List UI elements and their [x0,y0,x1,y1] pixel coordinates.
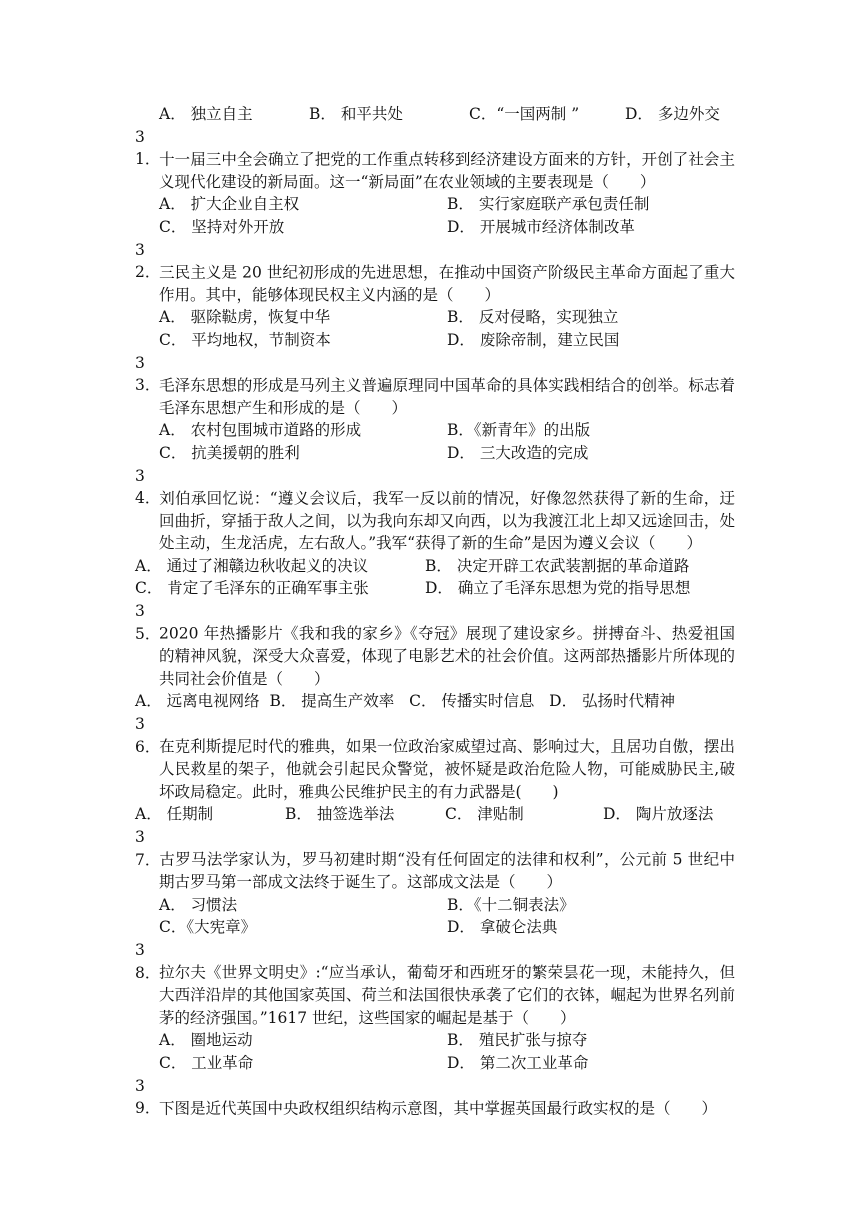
question-number: 33． [135,353,161,395]
option-d[interactable]: D． 拿破仑法典 [447,918,558,937]
option-b[interactable]: B． 决定开辟工农武装割据的革命道路 [425,556,690,575]
question-30 [135,103,735,126]
option-b[interactable]: B． 抽签选举法 [285,805,395,824]
option-a[interactable]: A． 圈地运动 [159,1031,253,1050]
option-a[interactable]: A． 通过了湘赣边秋收起义的决议 [135,556,369,575]
question-36 [135,713,735,826]
option-c[interactable]: C． 工业革命 [159,1053,254,1072]
option-b[interactable]: B．《十二铜表法》 [447,895,575,914]
question-number: 32． [135,240,161,282]
question-31 [135,126,735,239]
option-d[interactable]: D． 多边外交 [625,105,720,123]
question-stem [135,826,735,894]
question-stem [135,465,735,555]
option-a[interactable]: A． 习惯法 [159,895,238,914]
question-stem [135,939,735,1029]
question-stem [135,126,735,194]
options-row [135,193,735,216]
option-b[interactable]: B． 实行家庭联产承包责任制 [447,195,650,214]
question-number: 36． [135,715,161,756]
options-row [135,555,735,578]
options-row [135,1052,735,1075]
option-b[interactable]: B． 和平共处 [309,105,403,123]
question-stem [135,713,735,803]
option-a[interactable]: A． 任期制 [135,805,214,824]
question-text: 在克利斯提尼时代的雅典，如果一位政治家威望过高、影响过大，且居功自傲，摆出人民救星的架子，他就会引起民众警觉，被怀疑是政治危险人物，可能威胁民主,破坏政局稳定。此时，雅典公民维护民主的有力武器是( ) [159,737,735,801]
question-stem [135,1075,735,1120]
option-c[interactable]: C．《大宪章》 [159,918,257,937]
option-d[interactable]: D． 废除帝制，建立民国 [447,330,620,349]
options-row [135,306,735,329]
option-c[interactable]: C．“一国两制 ” [469,105,580,123]
option-c[interactable]: C． 坚持对外开放 [159,217,285,236]
question-text: 刘伯承回忆说：“遵义会议后，我军一反以前的情况，好像忽然获得了新的生命，迂回曲折，穿插于敌人之间，以为我向东却又向西，以为我渡江北上却又远途回击，处处主动，生龙活虎，左右敌人。”我军“获得了新的生命”是因为遵义会议（ ） [159,489,735,553]
question-text: 古罗马法学家认为，罗马初建时期“没有任何固定的法律和权利”，公元前 5 世纪中期古罗马第一部成文法终于诞生了。这部成文法是（ ） [159,850,735,892]
options-row [135,442,735,465]
question-number: 39． [135,1076,161,1118]
option-b[interactable]: B．《新青年》的出版 [447,421,591,440]
question-text: 下图是近代英国中央政权组织结构示意图，其中掌握英国最行政实权的是（ ） [159,1099,718,1118]
question-text: 2020 年热播影片《我和我的家乡》《夺冠》展现了建设家乡。拼搏奋斗、热爱祖国的精神风貌，深受大众喜爱，体现了电影艺术的社会价值。这两部热播影片所体现的共同社会价值是（ ） [159,624,735,688]
option-a[interactable]: A． 驱除鞑虏，恢复中华 [159,308,331,327]
options-row [135,577,735,600]
options-row [135,329,735,352]
option-a[interactable]: A． 远离电视网络 [135,692,260,711]
options-row [135,916,735,939]
question-list [135,103,735,1120]
question-37 [135,826,735,939]
options-row [135,690,735,713]
question-text: 拉尔夫《世界文明史》:“应当承认，葡萄牙和西班牙的繁荣昙花一现，未能持久，但大西洋沿岸的其他国家英国、荷兰和法国很快承袭了它们的衣钵，崛起为世界名列前茅的经济强国。”1617 世纪，这些国家的崛起是基于（ ） [159,963,735,1027]
question-text: 十一届三中全会确立了把党的工作重点转移到经济建设方面来的方针，开创了社会主义现代化建设的新局面。这一“新局面”在农业领域的主要表现是（ ） [159,150,735,191]
option-c[interactable]: C． 传播实时信息 [409,692,535,711]
question-34 [135,465,735,601]
question-32 [135,239,735,352]
option-c[interactable]: C． 平均地权，节制资本 [159,330,331,349]
option-b[interactable]: B． 殖民扩张与掠夺 [447,1031,588,1050]
question-38 [135,939,735,1075]
option-d[interactable]: D． 第二次工业革命 [447,1053,589,1072]
option-b[interactable]: B． 提高生产效率 [269,692,395,711]
option-d[interactable]: D． 三大改造的完成 [447,443,589,462]
option-c[interactable]: C． 抗美援朝的胜利 [159,443,300,462]
option-b[interactable]: B． 反对侵略，实现独立 [447,308,619,327]
question-33 [135,352,735,465]
option-d[interactable]: D． 开展城市经济体制改革 [447,217,635,236]
option-d[interactable]: D． 陶片放逐法 [603,805,714,824]
question-number: 34． [135,466,161,508]
option-c[interactable]: C． 肯定了毛泽东的正确军事主张 [135,579,369,598]
option-a[interactable]: A． 农村包围城市道路的形成 [159,421,362,440]
question-35 [135,600,735,713]
question-stem [135,352,735,420]
option-c[interactable]: C． 津贴制 [445,805,524,824]
question-number: 35． [135,602,161,643]
option-d[interactable]: D． 确立了毛泽东思想为党的指导思想 [425,579,691,598]
options-row [135,1029,735,1052]
options-row [135,803,735,826]
question-number: 38． [135,940,161,982]
options-row [135,419,735,442]
options-row [135,103,735,126]
option-a[interactable]: A． 独立自主 [159,105,253,123]
question-number: 37． [135,828,161,869]
question-stem [135,600,735,690]
options-row [135,894,735,917]
option-d[interactable]: D． 弘扬时代精神 [549,692,676,711]
question-text: 毛泽东思想的形成是马列主义普遍原理同中国革命的具体实践相结合的创举。标志着毛泽东思想产生和形成的是（ ） [159,376,735,417]
question-stem [135,239,735,307]
question-text: 三民主义是 20 世纪初形成的先进思想，在推动中国资产阶级民主革命方面起了重大作用。其中，能够体现民权主义内涵的是（ ） [159,263,735,304]
options-row [135,216,735,239]
option-a[interactable]: A． 扩大企业自主权 [159,195,300,214]
question-number: 31． [135,127,161,169]
question-39 [135,1075,735,1120]
